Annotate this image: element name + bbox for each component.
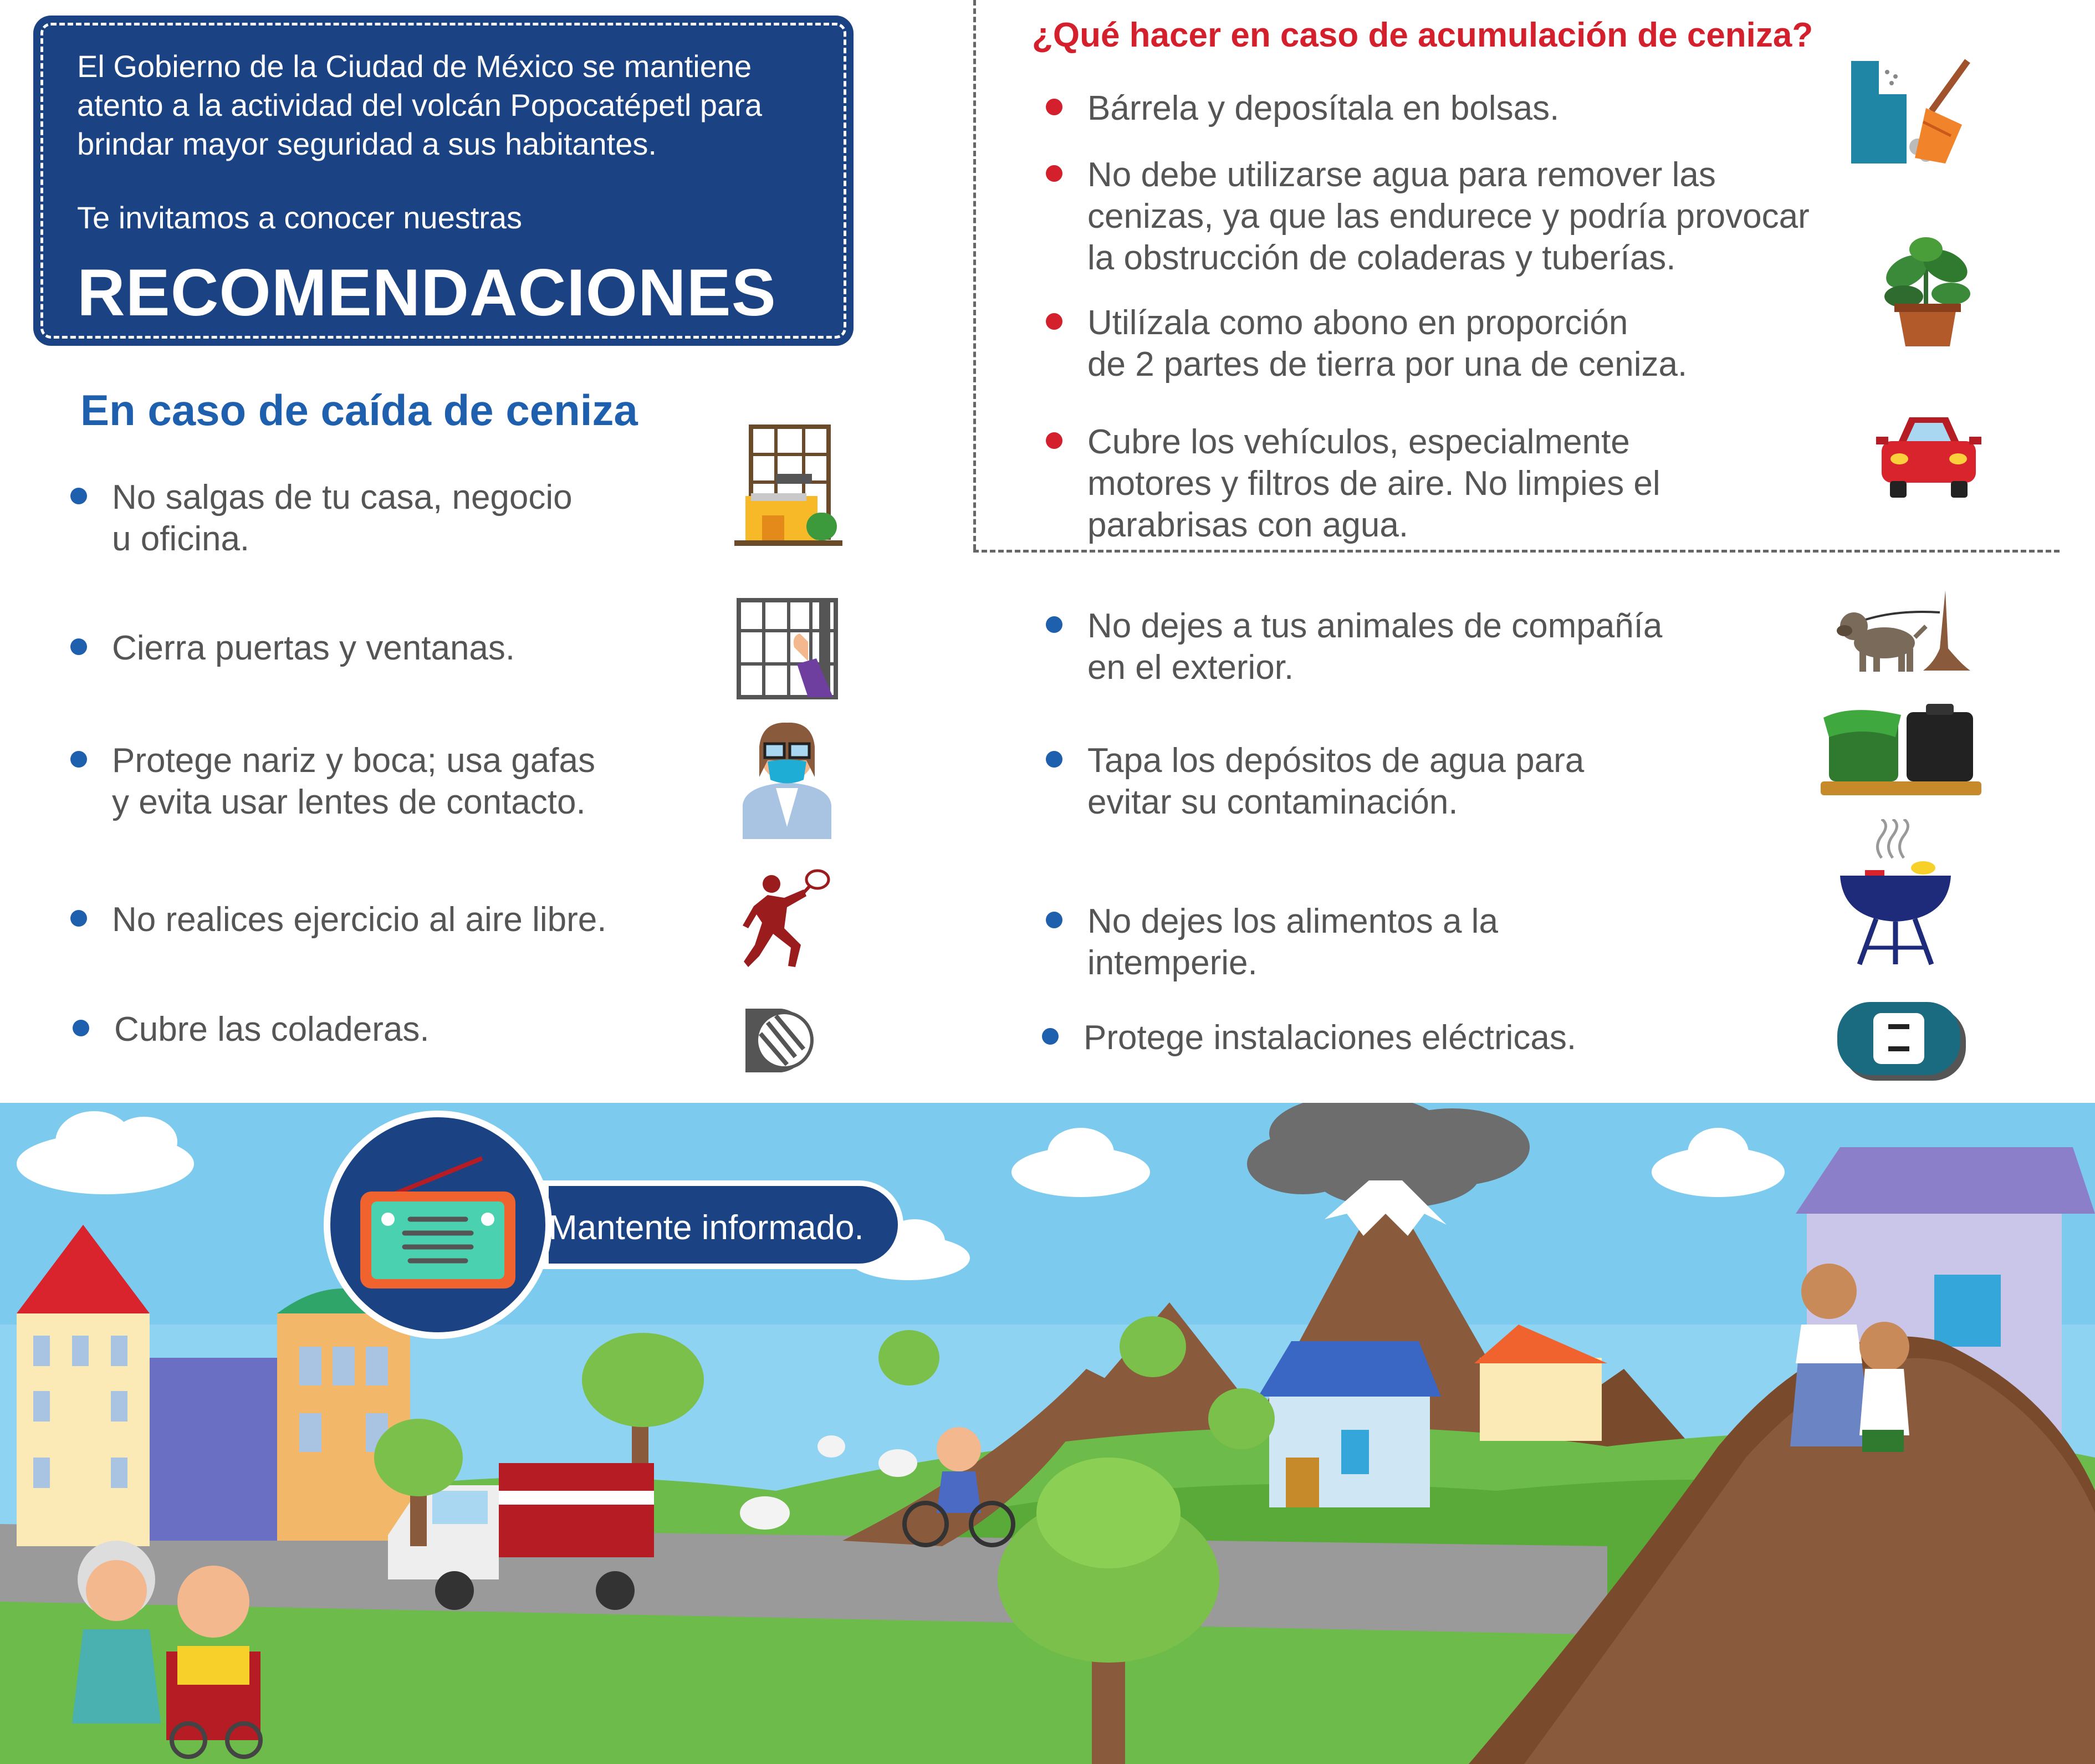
grill-icon bbox=[1837, 819, 1954, 966]
list-item: Tapa los depósitos de agua para evitar su contaminación. bbox=[1087, 740, 1584, 823]
bullet bbox=[1046, 165, 1062, 182]
bullet bbox=[1046, 912, 1062, 928]
list-item: No debe utilizarse agua para remover las cenizas, ya que las endurece y podría provocar la obstrucción de coladeras y tuberías. bbox=[1087, 154, 1810, 279]
window-hand-icon bbox=[736, 597, 839, 700]
list-item: No realices ejercicio al aire libre. bbox=[112, 899, 606, 940]
ash-fall-title: En caso de caída de ceniza bbox=[80, 386, 638, 434]
bullet bbox=[73, 1020, 89, 1036]
intro-invite: Te invitamos a conocer nuestras bbox=[77, 200, 523, 235]
broom-bag-icon bbox=[1848, 55, 1976, 166]
city-volcano-scene bbox=[0, 1103, 2095, 1764]
truck bbox=[499, 1463, 654, 1557]
list-item: No dejes los alimentos a la intemperie. bbox=[1087, 901, 1498, 984]
bullet bbox=[1042, 1028, 1059, 1045]
intro-text: El Gobierno de la Ciudad de México se mantiene atento a la actividad del volcán Popocatépetl para brindar mayor seguridad a sus habitantes. bbox=[77, 49, 762, 161]
dashed-divider-vertical bbox=[973, 0, 976, 550]
bullet bbox=[70, 638, 87, 655]
list-item: Utilízala como abono en proporción de 2 partes de tierra por una de ceniza. bbox=[1087, 302, 1687, 385]
dog-tied-icon bbox=[1829, 587, 1973, 673]
list-item: No dejes a tus animales de compañía en el exterior. bbox=[1087, 605, 1662, 688]
dashed-divider-horizontal bbox=[973, 550, 2060, 553]
list-item: No salgas de tu casa, negocio u oficina. bbox=[112, 477, 573, 560]
bullet bbox=[70, 488, 87, 504]
bullet bbox=[70, 910, 87, 927]
potted-plant-icon bbox=[1879, 233, 1976, 349]
list-item: Cubre los vehículos, especialmente motores y filtros de aire. No limpies el parabrisas con agua. bbox=[1087, 421, 1660, 546]
list-item: Cubre las coladeras. bbox=[114, 1009, 430, 1050]
water-tanks-icon bbox=[1818, 704, 1984, 798]
drain-cover-icon bbox=[743, 1006, 820, 1075]
bullet bbox=[1046, 313, 1062, 330]
ash-accumulation-title: ¿Qué hacer en caso de acumulación de ceniza? bbox=[1032, 16, 1813, 54]
electrical-outlet-icon bbox=[1837, 1002, 1968, 1082]
bullet bbox=[1046, 616, 1062, 633]
intro-headline: RECOMENDACIONES bbox=[77, 255, 776, 330]
bullet bbox=[1046, 432, 1062, 449]
radio-label-bubble bbox=[543, 1180, 903, 1269]
building-icon bbox=[729, 424, 845, 549]
radio-label: Mantente informado. bbox=[549, 1209, 864, 1247]
mask-goggles-person-icon bbox=[734, 716, 840, 839]
list-item: Protege instalaciones eléctricas. bbox=[1084, 1017, 1576, 1059]
intro-panel bbox=[33, 16, 854, 346]
list-item: Bárrela y deposítala en bolsas. bbox=[1087, 88, 1559, 129]
tennis-player-icon bbox=[737, 867, 834, 973]
radio-icon bbox=[321, 1108, 554, 1341]
list-item: Protege nariz y boca; usa gafas y evita usar lentes de contacto. bbox=[112, 740, 595, 823]
list-item: Cierra puertas y ventanas. bbox=[112, 627, 515, 669]
bullet bbox=[1046, 99, 1062, 115]
car-icon bbox=[1876, 409, 1981, 500]
bullet bbox=[1046, 751, 1062, 768]
bullet bbox=[70, 751, 87, 768]
